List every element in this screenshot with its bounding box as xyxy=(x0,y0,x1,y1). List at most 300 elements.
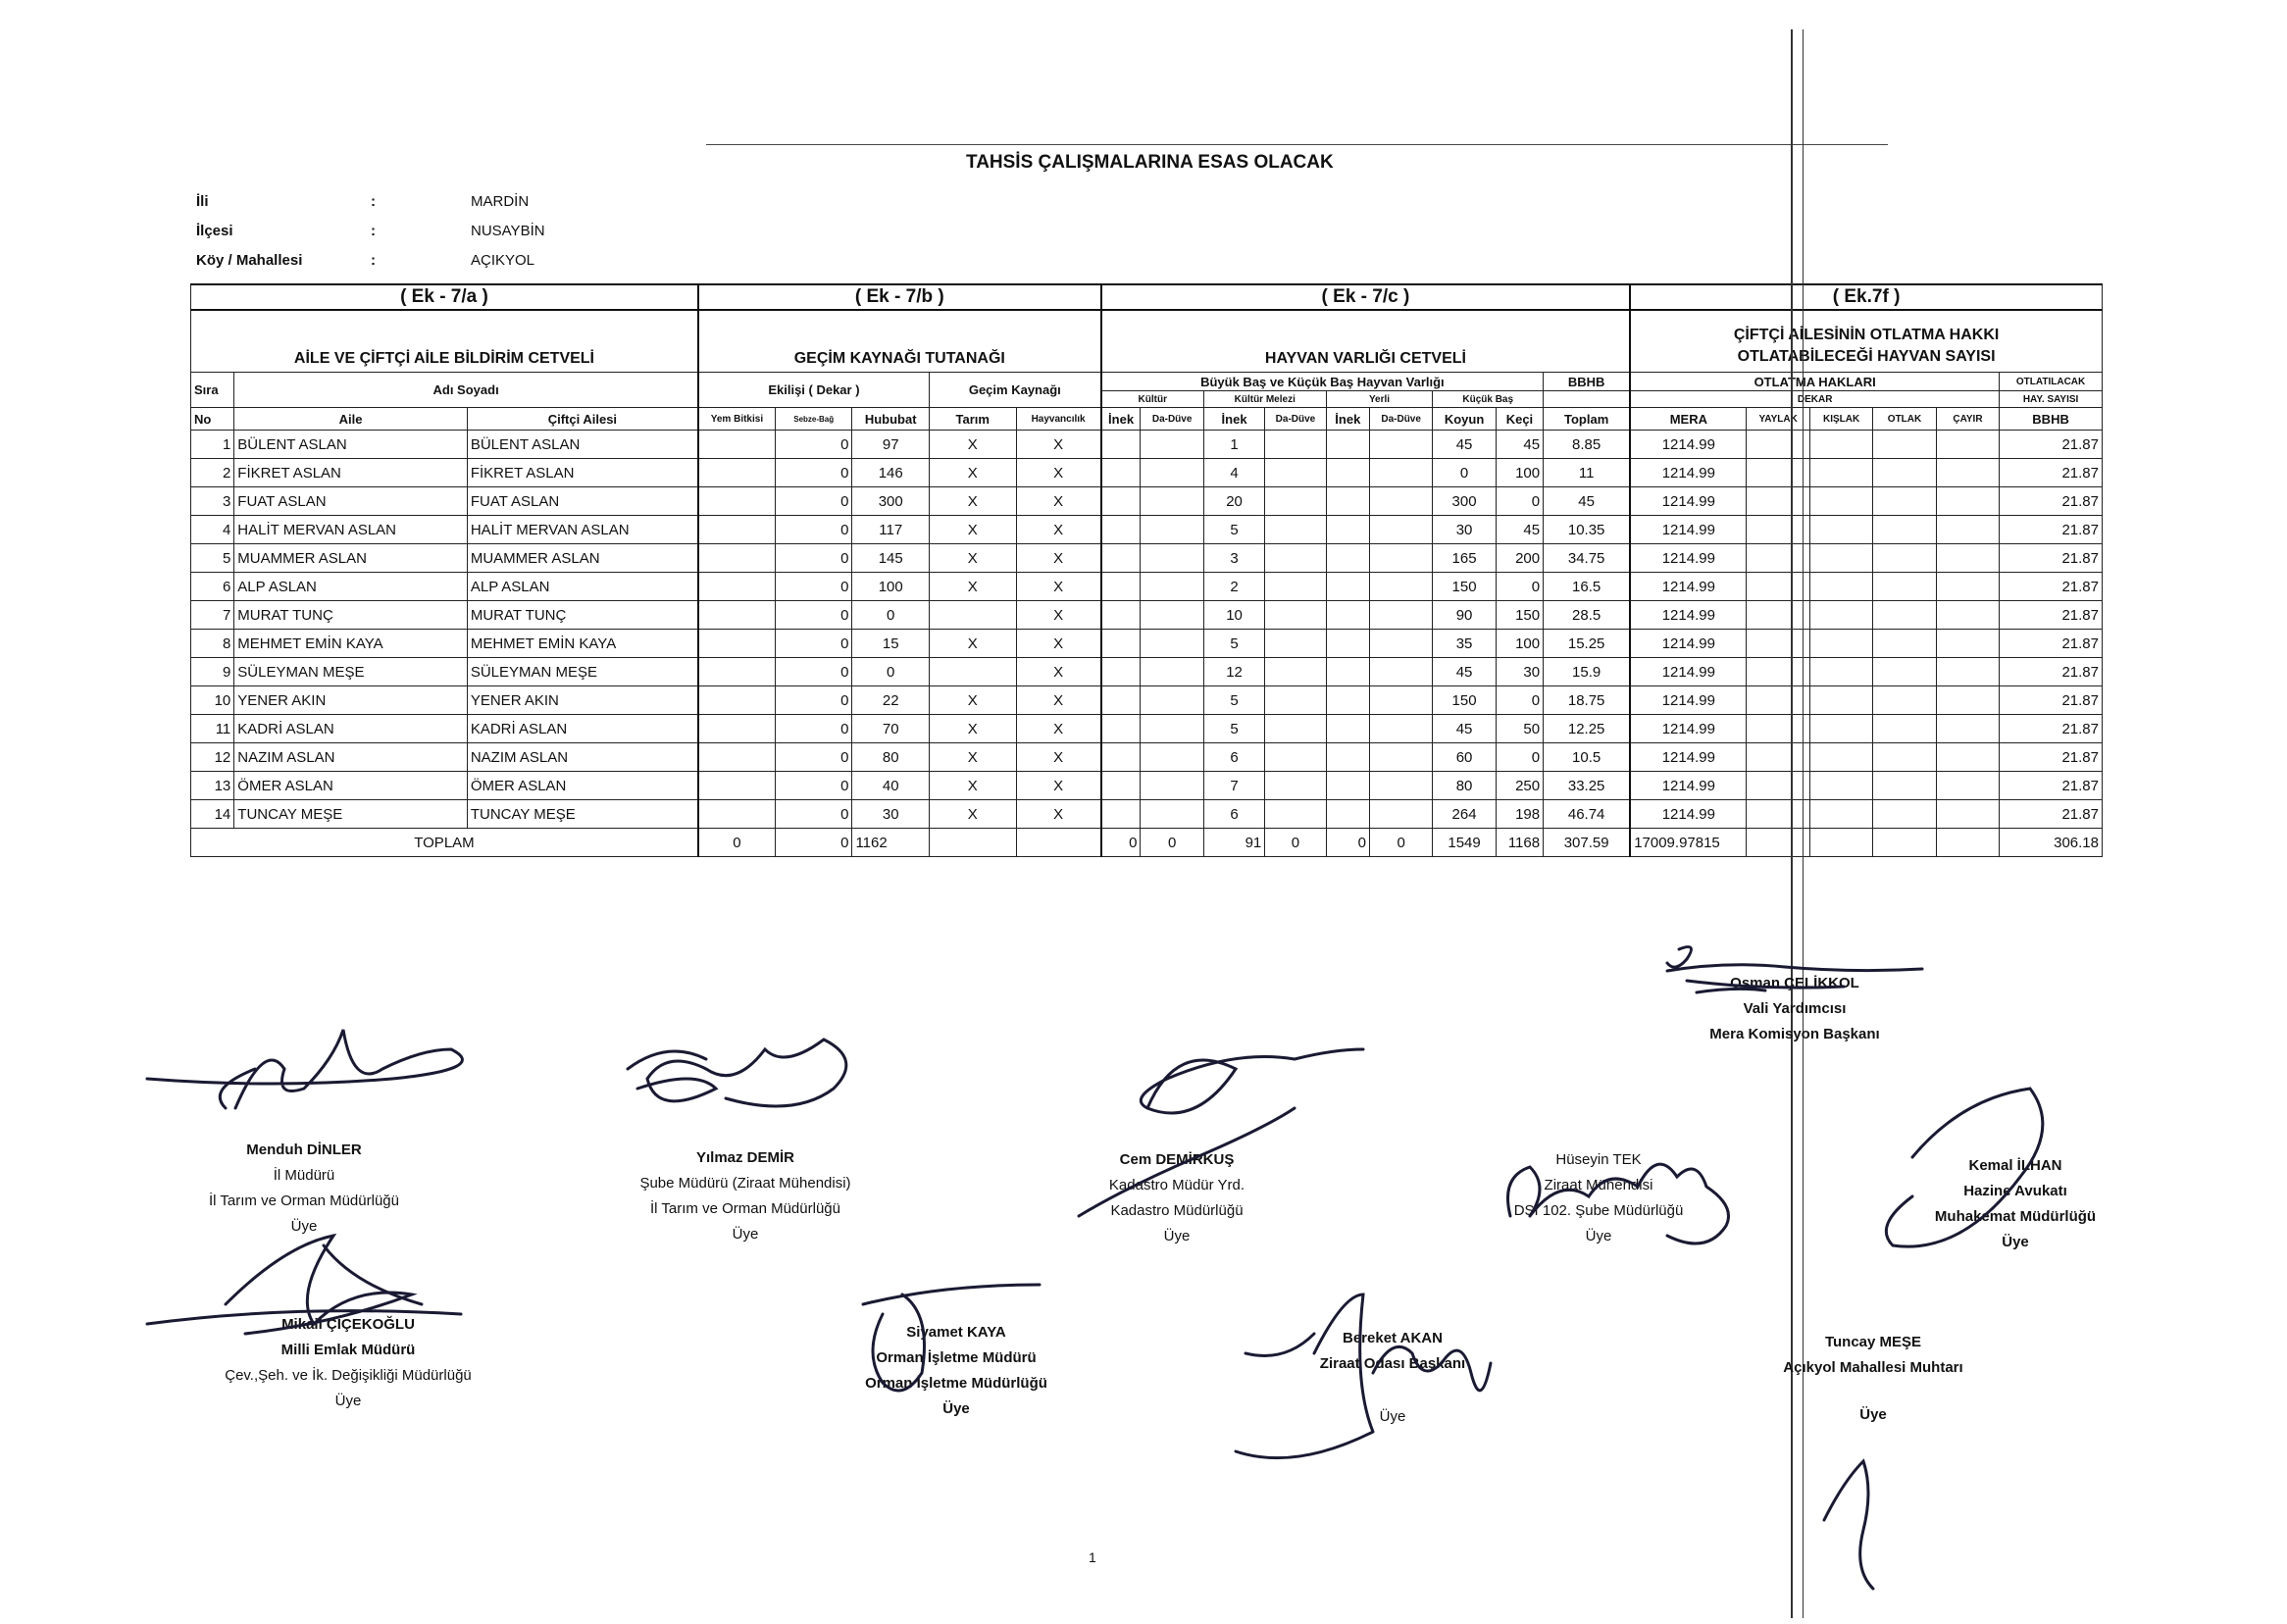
cell-empty xyxy=(698,573,776,601)
cell-empty xyxy=(1101,630,1141,658)
cell-aile: TUNCAY MEŞE xyxy=(234,800,468,829)
signer-title: Milli Emlak Müdürü xyxy=(280,1342,416,1358)
cell-empty xyxy=(1101,573,1141,601)
cell-empty xyxy=(1809,630,1872,658)
cell-empty xyxy=(1873,630,1936,658)
cell-bbhb: 45 xyxy=(1544,487,1631,516)
total-label: TOPLAM xyxy=(191,829,698,857)
cell-empty xyxy=(698,487,776,516)
hdr-yerli: Yerli xyxy=(1326,391,1433,408)
cell-aile: MEHMET EMİN KAYA xyxy=(234,630,468,658)
cell-hayvan: X xyxy=(1016,431,1101,459)
cell-no: 3 xyxy=(191,487,234,516)
cell-aile: KADRİ ASLAN xyxy=(234,715,468,743)
cell-empty xyxy=(1873,743,1936,772)
info-sep: : xyxy=(371,251,376,269)
signer-role: Üye xyxy=(1585,1228,1612,1244)
cell-hububat: 97 xyxy=(852,431,930,459)
cell-empty xyxy=(1101,544,1141,573)
cell-hay: 21.87 xyxy=(2000,573,2103,601)
section-gecim: GEÇİM KAYNAĞI TUTANAĞI xyxy=(698,310,1101,373)
table-row xyxy=(191,772,2103,800)
hdr-kultur-melezi: Kültür Melezi xyxy=(1203,391,1326,408)
cell-mera: 1214.99 xyxy=(1630,658,1747,686)
cell-empty xyxy=(1265,573,1326,601)
cell-tarim: X xyxy=(929,573,1016,601)
cell-bbhb: 15.9 xyxy=(1544,658,1631,686)
cell-mera: 1214.99 xyxy=(1630,544,1747,573)
cell-tarim xyxy=(929,658,1016,686)
cell-mera: 1214.99 xyxy=(1630,573,1747,601)
cell-empty xyxy=(1809,658,1872,686)
cell-k_inek: 5 xyxy=(1203,715,1264,743)
cell-no: 8 xyxy=(191,630,234,658)
cell-empty xyxy=(1369,573,1432,601)
table-body xyxy=(191,431,2103,829)
total-otlak xyxy=(1873,829,1936,857)
cell-keci: 0 xyxy=(1496,573,1543,601)
cell-bbhb: 10.35 xyxy=(1544,516,1631,544)
signer-role: Üye xyxy=(1859,1406,1887,1423)
info-value: MARDİN xyxy=(471,192,530,210)
cell-k_inek: 20 xyxy=(1203,487,1264,516)
ek-7f: ( Ek.7f ) xyxy=(1630,284,2102,310)
cell-empty xyxy=(1326,601,1369,630)
total-koyun: 1549 xyxy=(1433,829,1496,857)
signer-title: Hazine Avukatı xyxy=(1963,1183,2067,1199)
signer-role: Üye xyxy=(1163,1228,1191,1244)
cell-hay: 21.87 xyxy=(2000,516,2103,544)
cell-empty xyxy=(1369,686,1432,715)
cell-ciftci: BÜLENT ASLAN xyxy=(467,431,698,459)
hdr-ekilisi: Ekilişi ( Dekar ) xyxy=(698,373,930,408)
cell-k_inek: 6 xyxy=(1203,743,1264,772)
cell-empty xyxy=(1809,459,1872,487)
table-row xyxy=(191,658,2103,686)
signer-title: Açıkyol Mahallesi Muhtarı xyxy=(1783,1359,1963,1376)
cell-hayvan: X xyxy=(1016,487,1101,516)
signer-title: Ziraat Odası Başkanı xyxy=(1319,1355,1466,1372)
cell-k_inek: 2 xyxy=(1203,573,1264,601)
cell-empty xyxy=(698,686,776,715)
cell-empty xyxy=(1265,715,1326,743)
cell-empty xyxy=(1936,431,1999,459)
cell-bbhb: 34.75 xyxy=(1544,544,1631,573)
cell-empty xyxy=(1936,459,1999,487)
cell-bbhb: 12.25 xyxy=(1544,715,1631,743)
cell-sebze: 0 xyxy=(775,459,852,487)
cell-empty xyxy=(1747,800,1809,829)
cell-ciftci: NAZIM ASLAN xyxy=(467,743,698,772)
hdr-hayvancilik: Hayvancılık xyxy=(1016,408,1101,431)
cell-empty xyxy=(1326,544,1369,573)
cell-empty xyxy=(1101,686,1141,715)
cell-empty xyxy=(1809,715,1872,743)
signer-org: İl Tarım ve Orman Müdürlüğü xyxy=(209,1193,399,1209)
cell-empty xyxy=(1326,516,1369,544)
cell-aile: NAZIM ASLAN xyxy=(234,743,468,772)
cell-hububat: 80 xyxy=(852,743,930,772)
cell-sebze: 0 xyxy=(775,658,852,686)
cell-empty xyxy=(1265,516,1326,544)
signer-org: Orman İşletme Müdürlüğü xyxy=(865,1375,1047,1392)
cell-ciftci: MUAMMER ASLAN xyxy=(467,544,698,573)
cell-k_inek: 3 xyxy=(1203,544,1264,573)
signature-block-menduh xyxy=(157,1138,451,1240)
signer-org: DSİ 102. Şube Müdürlüğü xyxy=(1513,1202,1684,1219)
signer-title: Vali Yardımcısı xyxy=(1743,1000,1847,1017)
cell-mera: 1214.99 xyxy=(1630,630,1747,658)
section-hayvan: HAYVAN VARLIĞI CETVELİ xyxy=(1101,310,1631,373)
cell-keci: 0 xyxy=(1496,487,1543,516)
cell-empty xyxy=(1369,743,1432,772)
cell-empty xyxy=(1141,630,1203,658)
document-title: TAHSİS ÇALIŞMALARINA ESAS OLACAK xyxy=(966,152,1334,173)
cell-empty xyxy=(1809,487,1872,516)
cell-aile: ÖMER ASLAN xyxy=(234,772,468,800)
signature-block-siyamet xyxy=(824,1320,1089,1422)
cell-hayvan: X xyxy=(1016,772,1101,800)
cell-k_inek: 4 xyxy=(1203,459,1264,487)
cell-koyun: 80 xyxy=(1433,772,1496,800)
cell-keci: 250 xyxy=(1496,772,1543,800)
cell-no: 9 xyxy=(191,658,234,686)
cell-empty xyxy=(1936,630,1999,658)
hdr-inek-kultur: İnek xyxy=(1101,408,1141,431)
section-row xyxy=(191,310,2103,373)
cell-ciftci: YENER AKIN xyxy=(467,686,698,715)
cell-keci: 198 xyxy=(1496,800,1543,829)
total-keci: 1168 xyxy=(1496,829,1543,857)
cell-hay: 21.87 xyxy=(2000,715,2103,743)
cell-hayvan: X xyxy=(1016,715,1101,743)
cell-hububat: 15 xyxy=(852,630,930,658)
cell-no: 13 xyxy=(191,772,234,800)
section-aile: AİLE VE ÇİFTÇİ AİLE BİLDİRİM CETVELİ xyxy=(191,310,698,373)
cell-empty xyxy=(1936,601,1999,630)
cell-empty xyxy=(698,601,776,630)
hdr-inek-yerli: İnek xyxy=(1326,408,1369,431)
table-row xyxy=(191,601,2103,630)
cell-empty xyxy=(1141,431,1203,459)
cell-hayvan: X xyxy=(1016,573,1101,601)
cell-empty xyxy=(1265,686,1326,715)
cell-no: 6 xyxy=(191,573,234,601)
cell-koyun: 60 xyxy=(1433,743,1496,772)
signer-org: Muhakemat Müdürlüğü xyxy=(1934,1208,2097,1225)
cell-koyun: 45 xyxy=(1433,658,1496,686)
cell-empty xyxy=(1265,431,1326,459)
cell-sebze: 0 xyxy=(775,715,852,743)
cell-empty xyxy=(1747,601,1809,630)
cell-empty xyxy=(1936,686,1999,715)
cell-no: 12 xyxy=(191,743,234,772)
cell-hububat: 0 xyxy=(852,601,930,630)
cell-sebze: 0 xyxy=(775,743,852,772)
hdr-mera: MERA xyxy=(1630,408,1747,431)
hdr-da-duve-yerli: Da-Düve xyxy=(1369,408,1432,431)
table-row xyxy=(191,431,2103,459)
hdr-hay-sayisi: HAY. SAYISI xyxy=(2000,391,2103,408)
cell-ciftci: FİKRET ASLAN xyxy=(467,459,698,487)
cell-empty xyxy=(1747,573,1809,601)
total-kislak xyxy=(1809,829,1872,857)
cell-empty xyxy=(1369,431,1432,459)
cell-bbhb: 16.5 xyxy=(1544,573,1631,601)
signature-tuncay xyxy=(1824,1461,1873,1589)
cell-empty xyxy=(1101,516,1141,544)
signature-menduh xyxy=(147,1030,462,1108)
cell-empty xyxy=(1326,431,1369,459)
info-key: İlçesi xyxy=(196,222,233,239)
cell-aile: BÜLENT ASLAN xyxy=(234,431,468,459)
cell-hububat: 0 xyxy=(852,658,930,686)
hdr-sira: Sıra xyxy=(191,373,234,408)
cell-empty xyxy=(1326,459,1369,487)
signature-block-bereket xyxy=(1275,1326,1510,1430)
cell-sebze: 0 xyxy=(775,431,852,459)
cell-empty xyxy=(1873,544,1936,573)
hdr-kislak: KIŞLAK xyxy=(1809,408,1872,431)
info-key: İli xyxy=(196,192,209,210)
cell-no: 1 xyxy=(191,431,234,459)
cell-ciftci: TUNCAY MEŞE xyxy=(467,800,698,829)
cell-keci: 0 xyxy=(1496,743,1543,772)
cell-mera: 1214.99 xyxy=(1630,431,1747,459)
cell-tarim: X xyxy=(929,544,1016,573)
signature-block-huseyin xyxy=(1451,1147,1746,1249)
cell-koyun: 35 xyxy=(1433,630,1496,658)
cell-no: 11 xyxy=(191,715,234,743)
cell-empty xyxy=(698,630,776,658)
ek-7a: ( Ek - 7/a ) xyxy=(191,284,698,310)
cell-mera: 1214.99 xyxy=(1630,516,1747,544)
hdr-ciftci-ailesi: Çiftçi Ailesi xyxy=(467,408,698,431)
cell-empty xyxy=(1326,743,1369,772)
info-row-il xyxy=(196,186,545,216)
cell-empty xyxy=(1265,743,1326,772)
cell-hay: 21.87 xyxy=(2000,686,2103,715)
cell-hay: 21.87 xyxy=(2000,743,2103,772)
cell-hay: 21.87 xyxy=(2000,601,2103,630)
header-row-1 xyxy=(191,373,2103,391)
hdr-gecim-kaynagi: Geçim Kaynağı xyxy=(929,373,1100,408)
signer-role: Üye xyxy=(1379,1408,1406,1425)
cell-empty xyxy=(1936,516,1999,544)
signer-org: Kadastro Müdürlüğü xyxy=(1110,1202,1244,1219)
cell-empty xyxy=(1265,459,1326,487)
cell-hay: 21.87 xyxy=(2000,630,2103,658)
signer-org: Çev.,Şeh. ve İk. Değişikliği Müdürlüğü xyxy=(225,1367,472,1384)
cell-empty xyxy=(1141,601,1203,630)
signer-role: Üye xyxy=(334,1393,362,1409)
table-row xyxy=(191,459,2103,487)
cell-hububat: 146 xyxy=(852,459,930,487)
cell-hububat: 117 xyxy=(852,516,930,544)
cell-empty xyxy=(1809,601,1872,630)
cell-hay: 21.87 xyxy=(2000,658,2103,686)
info-row-koy xyxy=(196,245,545,275)
cell-empty xyxy=(1936,658,1999,686)
cell-empty xyxy=(1809,772,1872,800)
cell-empty xyxy=(1101,772,1141,800)
cell-empty xyxy=(1873,601,1936,630)
cell-bbhb: 18.75 xyxy=(1544,686,1631,715)
ek-row xyxy=(191,284,2103,310)
cell-empty xyxy=(1936,800,1999,829)
cell-aile: YENER AKIN xyxy=(234,686,468,715)
cell-keci: 30 xyxy=(1496,658,1543,686)
total-inek: 0 xyxy=(1101,829,1141,857)
hdr-inek-melez: İnek xyxy=(1203,408,1264,431)
cell-hay: 21.87 xyxy=(2000,772,2103,800)
cell-k_inek: 12 xyxy=(1203,658,1264,686)
hdr-cayir: ÇAYIR xyxy=(1936,408,1999,431)
signer-title: Şube Müdürü (Ziraat Mühendisi) xyxy=(639,1175,851,1192)
cell-empty xyxy=(1873,573,1936,601)
table-row xyxy=(191,715,2103,743)
cell-ciftci: HALİT MERVAN ASLAN xyxy=(467,516,698,544)
cell-bbhb: 15.25 xyxy=(1544,630,1631,658)
signer-role: Mera Komisyon Başkanı xyxy=(1709,1026,1880,1042)
table-row xyxy=(191,516,2103,544)
cell-empty xyxy=(1101,487,1141,516)
cell-mera: 1214.99 xyxy=(1630,686,1747,715)
cell-tarim: X xyxy=(929,630,1016,658)
cell-tarim: X xyxy=(929,743,1016,772)
cell-koyun: 165 xyxy=(1433,544,1496,573)
total-tarim xyxy=(929,829,1016,857)
cell-mera: 1214.99 xyxy=(1630,715,1747,743)
allocation-table xyxy=(190,283,2103,857)
cell-hayvan: X xyxy=(1016,601,1101,630)
cell-empty xyxy=(1141,544,1203,573)
cell-koyun: 150 xyxy=(1433,686,1496,715)
cell-koyun: 90 xyxy=(1433,601,1496,630)
info-sep: : xyxy=(371,222,376,239)
cell-hububat: 300 xyxy=(852,487,930,516)
cell-sebze: 0 xyxy=(775,772,852,800)
cell-ciftci: SÜLEYMAN MEŞE xyxy=(467,658,698,686)
cell-empty xyxy=(1747,516,1809,544)
cell-sebze: 0 xyxy=(775,573,852,601)
cell-empty xyxy=(1873,772,1936,800)
cell-hububat: 40 xyxy=(852,772,930,800)
signer-name: Menduh DİNLER xyxy=(246,1142,362,1158)
cell-no: 2 xyxy=(191,459,234,487)
info-row-ilce xyxy=(196,216,545,245)
cell-bbhb: 10.5 xyxy=(1544,743,1631,772)
cell-empty xyxy=(1141,686,1203,715)
cell-k_inek: 1 xyxy=(1203,431,1264,459)
cell-empty xyxy=(1809,516,1872,544)
hdr-aile: Aile xyxy=(234,408,468,431)
info-key: Köy / Mahallesi xyxy=(196,251,303,269)
cell-sebze: 0 xyxy=(775,487,852,516)
info-value: AÇIKYOL xyxy=(471,251,535,269)
cell-empty xyxy=(1747,459,1809,487)
hdr-toplam: Toplam xyxy=(1544,408,1631,431)
cell-ciftci: ÖMER ASLAN xyxy=(467,772,698,800)
signer-name: Hüseyin TEK xyxy=(1555,1151,1642,1168)
ek-7c: ( Ek - 7/c ) xyxy=(1101,284,1631,310)
cell-empty xyxy=(1101,431,1141,459)
cell-empty xyxy=(1873,431,1936,459)
info-value: NUSAYBİN xyxy=(471,222,545,239)
cell-empty xyxy=(1873,715,1936,743)
cell-tarim: X xyxy=(929,800,1016,829)
cell-koyun: 0 xyxy=(1433,459,1496,487)
cell-keci: 100 xyxy=(1496,459,1543,487)
cell-empty xyxy=(1265,544,1326,573)
cell-ciftci: KADRİ ASLAN xyxy=(467,715,698,743)
signer-role: Üye xyxy=(290,1218,318,1235)
cell-empty xyxy=(1747,772,1809,800)
hdr-sebze-bag: Sebze-Bağ xyxy=(775,408,852,431)
cell-hayvan: X xyxy=(1016,743,1101,772)
cell-empty xyxy=(1936,715,1999,743)
cell-hububat: 30 xyxy=(852,800,930,829)
cell-empty xyxy=(1101,715,1141,743)
signer-name: Bereket AKAN xyxy=(1343,1330,1443,1346)
total-row xyxy=(191,829,2103,857)
signer-role: Üye xyxy=(732,1226,759,1243)
cell-empty xyxy=(1873,800,1936,829)
signature-block-yilmaz xyxy=(588,1145,902,1247)
cell-empty xyxy=(1747,686,1809,715)
cell-empty xyxy=(1141,800,1203,829)
hdr-da-duve-kultur: Da-Düve xyxy=(1141,408,1203,431)
cell-hububat: 70 xyxy=(852,715,930,743)
signature-block-osman xyxy=(1657,971,1932,1047)
signer-name: Tuncay MEŞE xyxy=(1824,1334,1922,1350)
hdr-buyuk-kucuk: Büyük Baş ve Küçük Baş Hayvan Varlığı xyxy=(1101,373,1544,391)
cell-empty xyxy=(1369,487,1432,516)
cell-sebze: 0 xyxy=(775,630,852,658)
cell-hububat: 100 xyxy=(852,573,930,601)
cell-tarim: X xyxy=(929,487,1016,516)
total-y-da-duve: 0 xyxy=(1369,829,1432,857)
cell-no: 4 xyxy=(191,516,234,544)
cell-k_inek: 5 xyxy=(1203,516,1264,544)
cell-empty xyxy=(1265,772,1326,800)
cell-empty xyxy=(1141,459,1203,487)
cell-mera: 1214.99 xyxy=(1630,743,1747,772)
cell-keci: 0 xyxy=(1496,686,1543,715)
cell-empty xyxy=(1101,800,1141,829)
cell-empty xyxy=(1809,544,1872,573)
cell-aile: MUAMMER ASLAN xyxy=(234,544,468,573)
cell-tarim: X xyxy=(929,686,1016,715)
cell-mera: 1214.99 xyxy=(1630,459,1747,487)
table-row xyxy=(191,743,2103,772)
cell-aile: HALİT MERVAN ASLAN xyxy=(234,516,468,544)
signer-name: Yılmaz DEMİR xyxy=(695,1149,795,1166)
cell-koyun: 300 xyxy=(1433,487,1496,516)
page-number: 1 xyxy=(1089,1549,1096,1565)
hdr-tarim: Tarım xyxy=(929,408,1016,431)
total-hay: 306.18 xyxy=(2000,829,2103,857)
cell-empty xyxy=(1101,459,1141,487)
cell-empty xyxy=(1141,573,1203,601)
cell-hububat: 22 xyxy=(852,686,930,715)
cell-tarim xyxy=(929,601,1016,630)
cell-empty xyxy=(1809,800,1872,829)
cell-empty xyxy=(1873,686,1936,715)
cell-ciftci: FUAT ASLAN xyxy=(467,487,698,516)
cell-sebze: 0 xyxy=(775,686,852,715)
signer-org: İl Tarım ve Orman Müdürlüğü xyxy=(650,1200,840,1217)
